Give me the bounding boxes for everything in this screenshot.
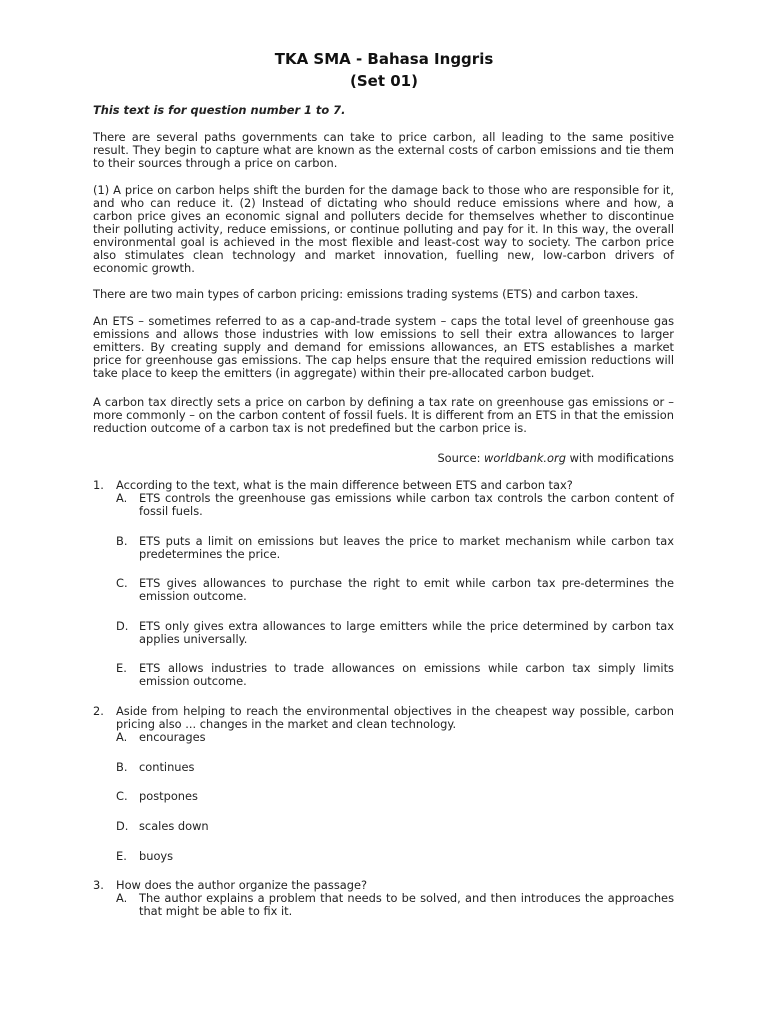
option-text: postpones (139, 789, 198, 803)
option-text: ETS controls the greenhouse gas emissions while carbon tax controls the carbon content of fossil fuels. (139, 491, 674, 518)
paragraph-text: (1) A price on carbon helps shift the burden for the damage back to those who are responsible for it, and who can reduce it. (2) Instead of dictating who should reduce emissions where and how, a carbon price gives an economic signal and polluters decide for themselves whether to discontinue their polluting activity, reduce emissions, or continue polluting and pay for it. In this way, the overall environmental goal is achieved in the most flexible and least-cost way to society. The carbon price also stimulates clean technology and market innovation, fuelling new, low-carbon drivers of economic growth. (93, 183, 674, 275)
option-text: scales down (139, 819, 209, 833)
option-1e[interactable] (116, 662, 674, 688)
source-suffix: with modifications (565, 451, 674, 465)
option-letter: C. (116, 789, 128, 803)
option-letter: A. (116, 891, 128, 905)
title-line-2: (Set 01) (350, 72, 418, 90)
option-2e[interactable] (116, 850, 674, 863)
option-2c[interactable] (116, 790, 674, 803)
option-letter: D. (116, 619, 129, 633)
question-number: 2. (93, 704, 104, 718)
paragraph-text: There are two main types of carbon pricing: emissions trading systems (ETS) and carbon taxes. (93, 287, 639, 301)
option-text: ETS only gives extra allowances to large emitters while the price determined by carbon tax applies universally. (139, 619, 674, 646)
passage-paragraph-5 (93, 396, 674, 435)
passage-paragraph-1 (93, 131, 674, 170)
question-number: 3. (93, 878, 104, 892)
option-letter: B. (116, 760, 128, 774)
option-letter: E. (116, 661, 127, 675)
option-1c[interactable] (116, 577, 674, 603)
option-letter: A. (116, 730, 128, 744)
question-text: Aside from helping to reach the environmental objectives in the cheapest way possible, carbon pricing also ... changes in the market and clean technology. (116, 704, 674, 731)
option-1a[interactable] (116, 492, 674, 518)
question-1 (93, 478, 674, 688)
option-letter: C. (116, 576, 128, 590)
source-site: worldbank.org (484, 451, 566, 465)
option-2a[interactable] (116, 731, 674, 744)
paragraph-text: A carbon tax directly sets a price on carbon by defining a tax rate on greenhouse gas emissions or – more commonly – on the carbon content of fossil fuels. It is different from an ETS in that the emission reduction outcome of a carbon tax is not predefined but the carbon price is. (93, 395, 674, 435)
question-number: 1. (93, 478, 104, 492)
source-citation (93, 451, 674, 465)
title-line-1: TKA SMA - Bahasa Inggris (274, 50, 494, 68)
option-letter: B. (116, 534, 128, 548)
option-2b[interactable] (116, 761, 674, 774)
passage-paragraph-4 (93, 315, 674, 380)
passage-paragraph-3 (93, 288, 674, 301)
question-text: According to the text, what is the main difference between ETS and carbon tax? (116, 478, 573, 492)
option-text: continues (139, 760, 195, 774)
paragraph-text: There are several paths governments can take to price carbon, all leading to the same positive result. They begin to capture what are known as the external costs of carbon emissions and tie them to their sources through a price on carbon. (93, 130, 674, 170)
passage-intro: This text is for question number 1 to 7. (93, 103, 346, 117)
question-text: How does the author organize the passage? (116, 878, 368, 892)
option-3a[interactable] (116, 892, 674, 918)
option-text: buoys (139, 849, 174, 863)
option-letter: E. (116, 849, 127, 863)
option-text: ETS gives allowances to purchase the right to emit while carbon tax pre-determines the emission outcome. (139, 576, 674, 603)
passage-paragraph-2 (93, 184, 674, 275)
source-prefix: Source: (437, 451, 485, 465)
option-letter: D. (116, 819, 129, 833)
option-text: ETS puts a limit on emissions but leaves the price to market mechanism while carbon tax predetermines the price. (139, 534, 674, 561)
option-2d[interactable] (116, 820, 674, 833)
question-2 (93, 704, 674, 863)
option-text: encourages (139, 730, 206, 744)
option-1d[interactable] (116, 620, 674, 646)
option-text: The author explains a problem that needs to be solved, and then introduces the approaches that might be able to fix it. (139, 891, 674, 918)
option-text: ETS allows industries to trade allowances on emissions while carbon tax simply limits emission outcome. (139, 661, 674, 688)
question-3 (93, 878, 674, 918)
paragraph-text: An ETS – sometimes referred to as a cap-and-trade system – caps the total level of greenhouse gas emissions and allows those industries with low emissions to sell their extra allowances to larger emitters. By creating supply and demand for emissions allowances, an ETS establishes a market price for greenhouse gas emissions. The cap helps ensure that the required emission reductions will take place to keep the emitters (in aggregate) within their pre-allocated carbon budget. (93, 314, 674, 380)
document-title (0, 48, 768, 92)
option-letter: A. (116, 491, 128, 505)
option-1b[interactable] (116, 535, 674, 561)
